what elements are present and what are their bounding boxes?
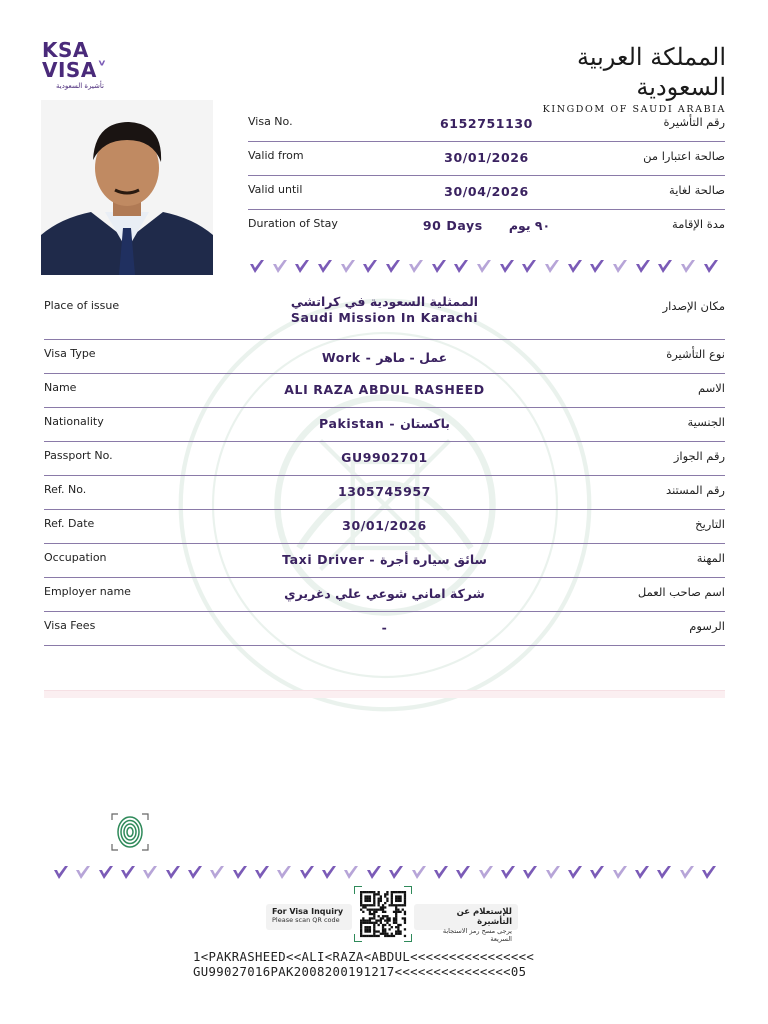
- tick-mark-icon: [454, 863, 472, 881]
- portrait-icon: [41, 100, 213, 275]
- field-value: Pakistan - باكستان: [319, 416, 450, 431]
- tick-mark-icon: [656, 257, 674, 275]
- field-label-ar: المهنة: [696, 551, 725, 565]
- duration-value-en: 90 Days: [422, 218, 483, 233]
- field-row-passport-no: [44, 442, 725, 476]
- field-value: ALI RAZA ABDUL RASHEED: [284, 382, 485, 397]
- inquiry-title-ar: للإستعلام عن التأشيرة: [456, 907, 512, 927]
- tick-mark-icon: [543, 257, 561, 275]
- field-value: [44, 294, 725, 326]
- tick-mark-icon: [700, 863, 718, 881]
- field-row-visa-type: [44, 340, 725, 374]
- tick-mark-icon: [566, 257, 584, 275]
- field-value: -: [381, 620, 388, 635]
- field-row-place-of-issue: [44, 292, 725, 340]
- field-row-nationality: [44, 408, 725, 442]
- field-label-ar: اسم صاحب العمل: [637, 585, 725, 599]
- field-label-ar: الجنسية: [687, 415, 725, 429]
- kingdom-header: [536, 42, 726, 115]
- tick-mark-icon: [141, 863, 159, 881]
- tick-mark-icon: [588, 257, 606, 275]
- tick-mark-icon: [208, 863, 226, 881]
- tick-mark-icon: [316, 257, 334, 275]
- field-label-en: Occupation: [44, 551, 107, 564]
- tick-mark-icon: [520, 257, 538, 275]
- tick-mark-icon: [611, 863, 629, 881]
- field-row-occupation: [44, 544, 725, 578]
- field-label-en: Nationality: [44, 415, 104, 428]
- tick-mark-icon: [633, 863, 651, 881]
- logo-text-visa: [42, 60, 122, 80]
- tick-mark-icon: [52, 863, 70, 881]
- field-label-ar: رقم التأشيرة: [663, 115, 725, 129]
- duration-value-ar: ٩٠ يوم: [508, 218, 551, 233]
- field-label-en: Ref. No.: [44, 483, 87, 496]
- field-label-en: Passport No.: [44, 449, 113, 462]
- security-tick-strip-bottom: [52, 862, 718, 882]
- logo-text-visa-word: VISA: [42, 58, 97, 82]
- tick-mark-icon: [119, 863, 137, 881]
- field-value: 30/01/2026: [444, 150, 529, 165]
- tick-mark-icon: [679, 257, 697, 275]
- tick-mark-icon: [498, 257, 516, 275]
- field-label-ar: مكان الإصدار: [662, 299, 725, 313]
- field-value: GU9902701: [341, 450, 428, 465]
- machine-readable-zone: [193, 950, 534, 980]
- visa-inquiry-en: [266, 904, 352, 930]
- field-label-en: Visa No.: [248, 115, 293, 128]
- tick-mark-icon: [365, 863, 383, 881]
- tick-mark-icon: [248, 257, 266, 275]
- field-value: 30/01/2026: [342, 518, 427, 533]
- tick-mark-icon: [477, 863, 495, 881]
- ksa-visa-logo: [42, 40, 122, 90]
- duration-values: [248, 218, 725, 233]
- field-value-ar: الممثلية السعودية في كراتشي: [290, 294, 479, 309]
- tick-mark-icon: [339, 257, 357, 275]
- qr-code-icon[interactable]: [354, 886, 412, 942]
- kingdom-arabic: المملكة العربية السعودية: [576, 43, 726, 101]
- field-label-ar: الاسم: [697, 381, 725, 395]
- tick-mark-icon: [499, 863, 517, 881]
- divider-bar: [44, 690, 725, 698]
- tick-mark-icon: [702, 257, 720, 275]
- tick-mark-icon: [186, 863, 204, 881]
- tick-mark-icon: [293, 257, 311, 275]
- field-label-ar: التاريخ: [695, 517, 725, 531]
- kingdom-english: KINGDOM OF SAUDI ARABIA: [542, 104, 726, 115]
- tick-mark-icon: [566, 863, 584, 881]
- inquiry-title-en: For Visa Inquiry: [272, 907, 344, 916]
- tick-mark-icon: [361, 257, 379, 275]
- tick-mark-icon: [432, 863, 450, 881]
- field-row-name: [44, 374, 725, 408]
- field-row-employer: [44, 578, 725, 612]
- field-label-en: Name: [44, 381, 77, 394]
- holder-photo: [41, 100, 213, 275]
- field-label-ar: صالحة لغاية: [669, 183, 725, 197]
- tick-mark-icon: [452, 257, 470, 275]
- inquiry-sub-ar: يرجى مسح رمز الاستجابة السريعة: [442, 927, 512, 943]
- field-label-en: Ref. Date: [44, 517, 95, 530]
- field-row-valid-until: [248, 176, 725, 210]
- field-value: 6152751130: [440, 116, 533, 131]
- tick-mark-icon: [342, 863, 360, 881]
- tick-mark-icon: [164, 863, 182, 881]
- tick-mark-icon: [410, 863, 428, 881]
- field-value-en: Saudi Mission In Karachi: [290, 310, 479, 325]
- field-label-ar: صالحة اعتبارا من: [643, 149, 725, 163]
- field-label-en: Place of issue: [44, 299, 120, 312]
- tick-mark-icon: [231, 863, 249, 881]
- tick-mark-icon: [271, 257, 289, 275]
- field-value: Taxi Driver - سائق سيارة أجرة: [282, 552, 487, 567]
- tick-mark-icon: [678, 863, 696, 881]
- tick-mark-icon: [97, 863, 115, 881]
- tick-mark-icon: [634, 257, 652, 275]
- tick-mark-icon: [298, 863, 316, 881]
- field-value: 30/04/2026: [444, 184, 529, 199]
- logo-chevron-icon: ˅: [96, 58, 108, 82]
- tick-mark-icon: [430, 257, 448, 275]
- visa-inquiry-ar: [414, 904, 518, 943]
- tick-mark-icon: [544, 863, 562, 881]
- field-label-ar: رقم المستند: [666, 483, 725, 497]
- tick-mark-icon: [275, 863, 293, 881]
- field-row-ref-no: [44, 476, 725, 510]
- field-label-ar: مدة الإقامة: [672, 217, 725, 231]
- security-tick-strip: [248, 256, 720, 276]
- mrz-line-1: 1<PAKRASHEED<<ALI<RAZA<ABDUL<<<<<<<<<<<<<<<<: [193, 950, 535, 964]
- field-label-ar: نوع التأشيرة: [666, 347, 725, 361]
- tick-mark-icon: [320, 863, 338, 881]
- logo-text-ksa: KSA: [42, 38, 89, 62]
- field-label-en: Valid from: [248, 149, 304, 162]
- tick-mark-icon: [74, 863, 92, 881]
- logo-arabic: تأشيرة السعودية: [56, 82, 104, 90]
- field-label-en: Valid until: [248, 183, 303, 196]
- tick-mark-icon: [588, 863, 606, 881]
- tick-mark-icon: [384, 257, 402, 275]
- tick-mark-icon: [655, 863, 673, 881]
- field-row-ref-date: [44, 510, 725, 544]
- field-value: شركة اماني شوعي علي دغريري: [284, 586, 485, 601]
- tick-mark-icon: [407, 257, 425, 275]
- field-row-duration: [248, 210, 725, 244]
- field-value: Work - عمل - ماهر: [321, 350, 448, 365]
- fingerprint-icon: [110, 812, 150, 852]
- field-value: 1305745957: [338, 484, 431, 499]
- tick-mark-icon: [387, 863, 405, 881]
- tick-mark-icon: [253, 863, 271, 881]
- field-label-en: Visa Fees: [44, 619, 96, 632]
- field-label-en: Visa Type: [44, 347, 96, 360]
- field-label-en: Employer name: [44, 585, 131, 598]
- tick-mark-icon: [521, 863, 539, 881]
- inquiry-sub-en: Please scan QR code: [272, 916, 340, 924]
- field-row-visa-no: [248, 108, 725, 142]
- tick-mark-icon: [475, 257, 493, 275]
- field-label-ar: الرسوم: [689, 619, 725, 633]
- tick-mark-icon: [611, 257, 629, 275]
- mrz-line-2: GU99027016PAK2008200191217<<<<<<<<<<<<<<<05: [193, 965, 527, 979]
- field-row-valid-from: [248, 142, 725, 176]
- field-row-visa-fees: [44, 612, 725, 646]
- field-label-ar: رقم الجواز: [673, 449, 725, 463]
- field-label-en: Duration of Stay: [248, 217, 338, 230]
